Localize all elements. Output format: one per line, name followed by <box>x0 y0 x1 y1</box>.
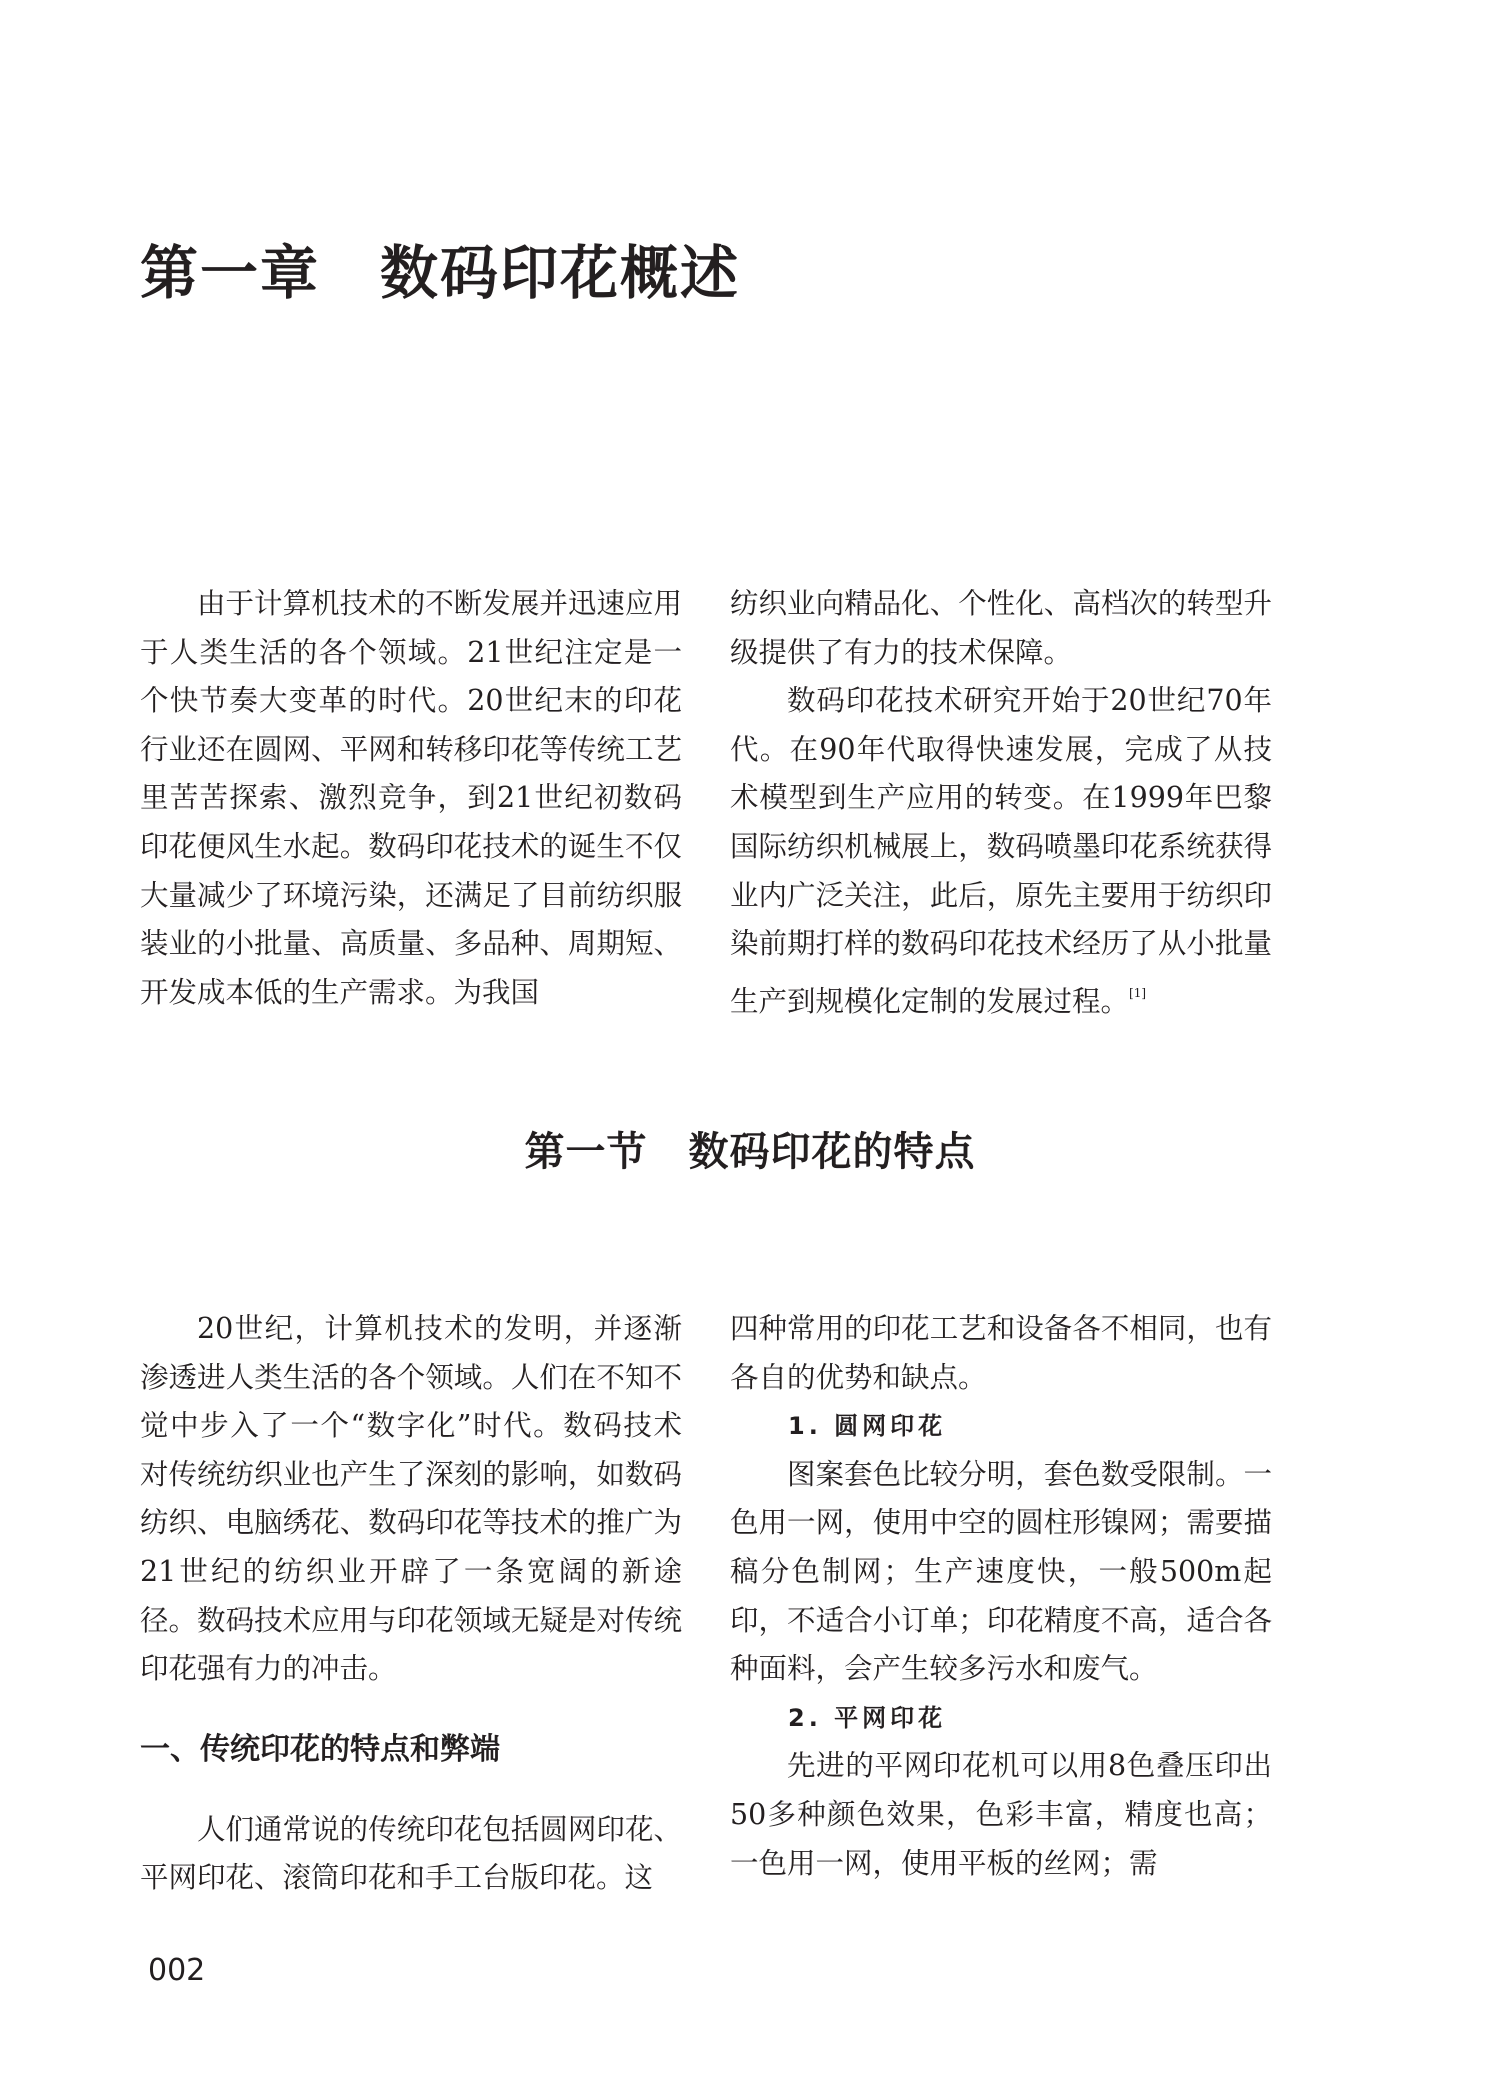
item-text-rotary-screen: 图案套色比较分明，套色数受限制。一色用一网，使用中空的圆柱形镍网；需要描稿分色制网；生产速度快，一般500m起印，不适合小订单；印花精度不高，适合各种面料，会产生较多污水和废气。 <box>730 1457 1272 1686</box>
chapter-title: 第一章 数码印花概述 <box>140 239 741 307</box>
section-title: 第一节 数码印花的特点 <box>524 1129 976 1175</box>
section-paragraph: 人们通常说的传统印花包括圆网印花、平网印花、滚筒印花和手工台版印花。这 <box>140 1812 682 1895</box>
intro-right-column <box>730 580 1272 1026</box>
intro-paragraph <box>730 677 1272 1026</box>
page-number: 002 <box>148 1953 206 1988</box>
section-paragraph: 20世纪，计算机技术的发明，并逐渐渗透进人类生活的各个领域。人们在不知不觉中步入了一个“数字化”时代。数码技术对传统纺织业也产生了深刻的影响，如数码纺织、电脑绣花、数码印花等技术的推广为21世纪的纺织业开辟了一条宽阔的新途径。数码技术应用与印花领域无疑是对传统印花强有力的冲击。 <box>140 1312 682 1686</box>
item-heading-rotary-screen: 1. 圆网印花 <box>788 1412 947 1441</box>
section-right-column <box>730 1305 1272 1888</box>
intro-left-column <box>140 580 682 1017</box>
intro-paragraph-continued: 纺织业向精品化、个性化、高档次的转型升级提供了有力的技术保障。 <box>730 587 1272 669</box>
section-paragraph-continued: 四种常用的印花工艺和设备各不相同，也有各自的优势和缺点。 <box>730 1312 1272 1394</box>
section-left-column <box>140 1305 682 1903</box>
item-heading-flat-screen: 2. 平网印花 <box>788 1703 947 1732</box>
intro-paragraph: 由于计算机技术的不断发展并迅速应用于人类生活的各个领域。21世纪注定是一个快节奏大变革的时代。20世纪末的印花行业还在圆网、平网和转移印花等传统工艺里苦苦探索、激烈竞争，到21世纪初数码印花便风生水起。数码印花技术的诞生不仅大量减少了环境污染，还满足了目前纺织服装业的小批量、高质量、多品种、周期短、开发成本低的生产需求。为我国 <box>140 587 682 1009</box>
intro-paragraph-text: 数码印花技术研究开始于20世纪70年代。在90年代取得快速发展，完成了从技术模型到生产应用的转变。在1999年巴黎国际纺织机械展上，数码喷墨印花系统获得业内广泛关注，此后，原先主要用于纺织印染前期打样的数码印花技术经历了从小批量生产到规模化定制的发展过程。 <box>730 684 1272 1018</box>
subheading: 一、传统印花的特点和弊端 <box>140 1731 500 1767</box>
citation-mark: [1] <box>1129 985 1147 1000</box>
item-text-flat-screen: 先进的平网印花机可以用8色叠压印出50多种颜色效果，色彩丰富，精度也高；一色用一网，使用平板的丝网；需 <box>730 1749 1272 1880</box>
